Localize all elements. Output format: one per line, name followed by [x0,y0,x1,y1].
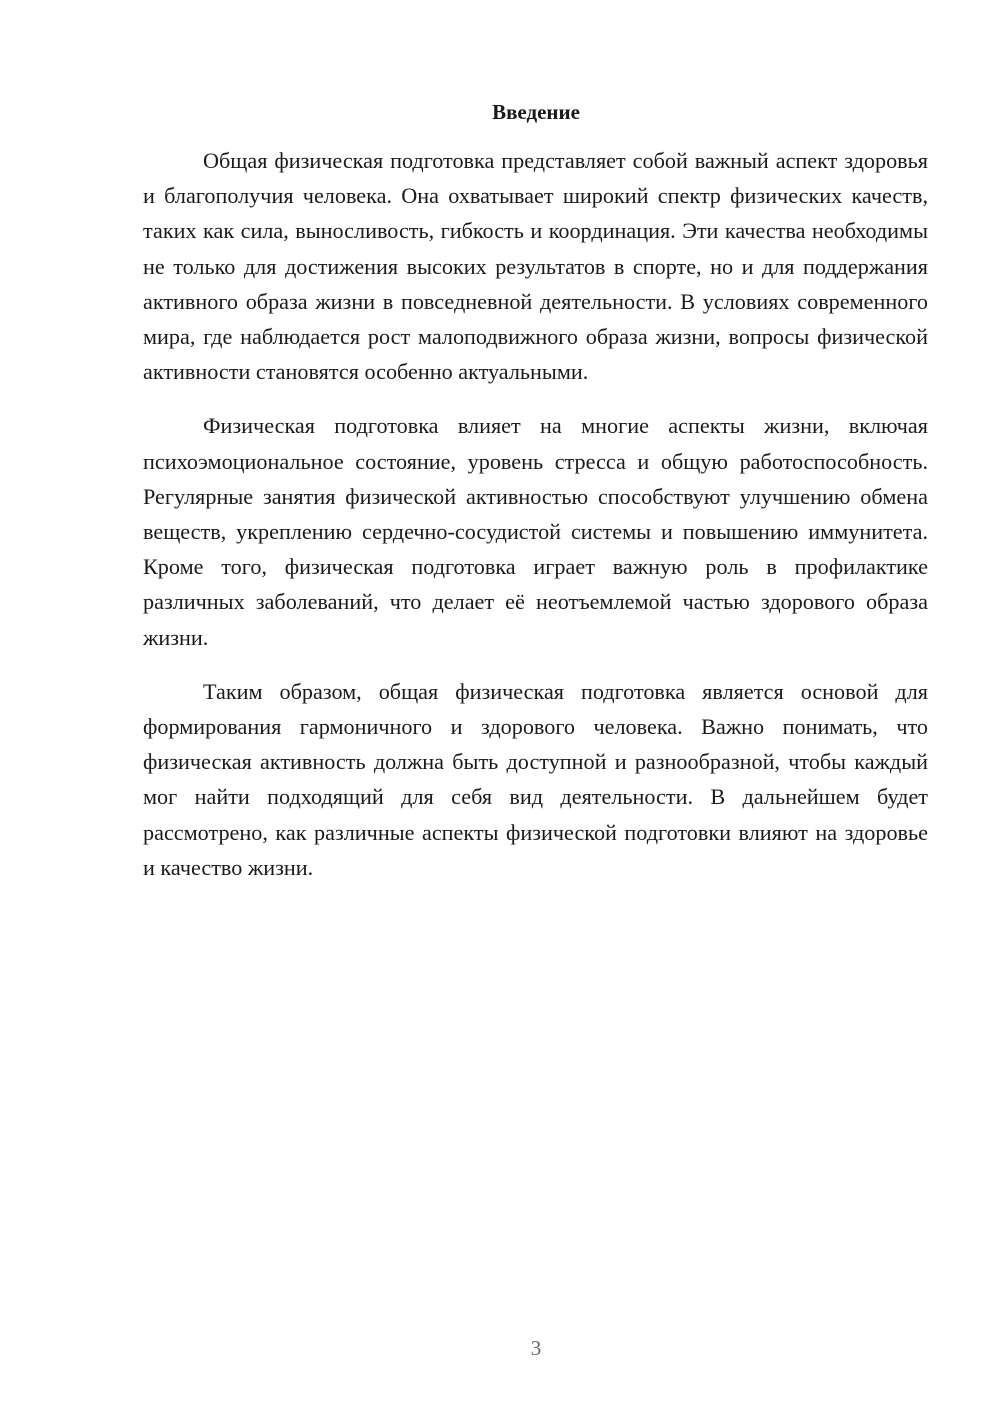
page-number: 3 [530,1336,542,1360]
paragraph-1: Общая физическая подготовка представляет собой важный аспект здоровья и благополучия человека. Она охватывает широкий спектр физических качеств, таких как сила, выносливость, гибкость и координация. Эти качества необходимы не только для достижения высоких результатов в спорте, но и для поддержания активного образа жизни в повседневной деятельности. В условиях современного мира, где наблюдается рост малоподвижного образа жизни, вопросы физической активности становятся особенно актуальными. [143,148,928,385]
page-title: Введение [492,100,580,124]
paragraph-3: Таким образом, общая физическая подготовка является основой для формирования гармоничного и здорового человека. Важно понимать, что физическая активность должна быть доступной и разнообразной, чтобы каждый мог найти подходящий для себя вид деятельности. В дальнейшем будет рассмотрено, как различные аспекты физической подготовки влияют на здоровье и качество жизни. [143,678,928,880]
document-body [143,143,928,904]
paragraph-2: Физическая подготовка влияет на многие аспекты жизни, включая психоэмоциональное состояние, уровень стресса и общую работоспособность. Регулярные занятия физической активностью способствуют улучшению обмена веществ, укреплению сердечно-сосудистой системы и повышению иммунитета. Кроме того, физическая подготовка играет важную роль в профилактике различных заболеваний, что делает её неотъемлемой частью здорового образа жизни. [143,413,928,650]
